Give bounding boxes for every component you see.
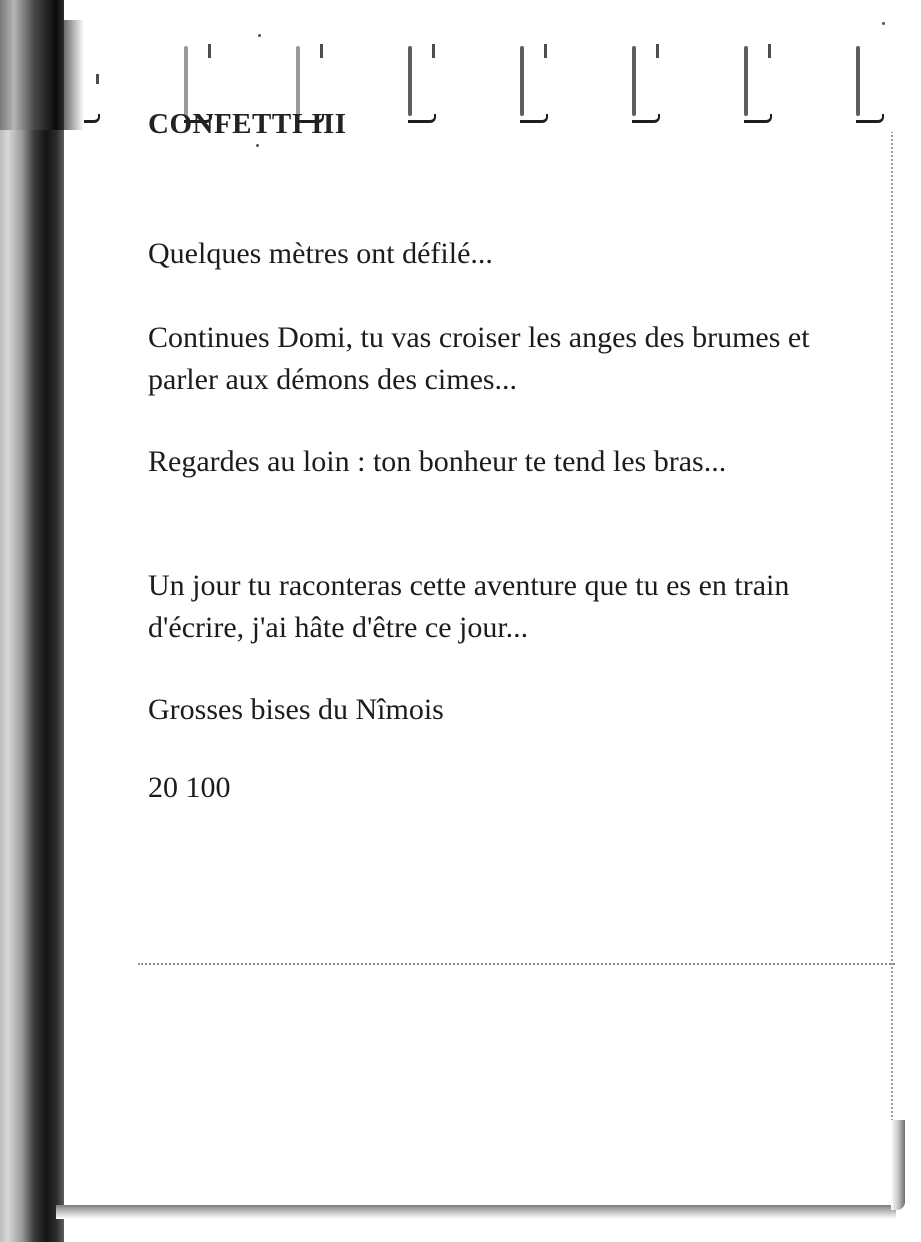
page-title: CONFETTI III bbox=[148, 108, 347, 140]
signature-line: Grosses bises du Nîmois bbox=[148, 693, 444, 726]
binding-spine-shadow bbox=[0, 0, 64, 1242]
ring-8 bbox=[856, 32, 886, 128]
scan-speck bbox=[258, 34, 261, 37]
ring-7 bbox=[744, 32, 774, 128]
tear-line bbox=[138, 963, 895, 965]
binding-inner-shadow bbox=[64, 20, 84, 130]
paragraph-1: Quelques mètres ont défilé... bbox=[148, 237, 493, 270]
paragraph-2: Continues Domi, tu vas croiser les anges des brumes et parler aux démons des cimes... bbox=[148, 321, 810, 396]
paragraph-3: Regardes au loin : ton bonheur te tend les bras... bbox=[148, 445, 727, 478]
paragraph-4: Un jour tu raconteras cette aventure que tu es en train d'écrire, j'ai hâte d'être ce jour... bbox=[148, 569, 790, 644]
binding-spine-top bbox=[0, 0, 64, 130]
ring-4 bbox=[408, 32, 438, 128]
sheet-right-perforation bbox=[891, 120, 895, 1205]
ring-6 bbox=[632, 32, 662, 128]
sheet-bottom-edge bbox=[56, 1205, 896, 1219]
sheet-corner-curl bbox=[891, 1120, 905, 1210]
scan-speck bbox=[882, 22, 885, 25]
ring-5 bbox=[520, 32, 550, 128]
date-number: 20 100 bbox=[148, 771, 231, 804]
scan-speck bbox=[256, 144, 259, 147]
